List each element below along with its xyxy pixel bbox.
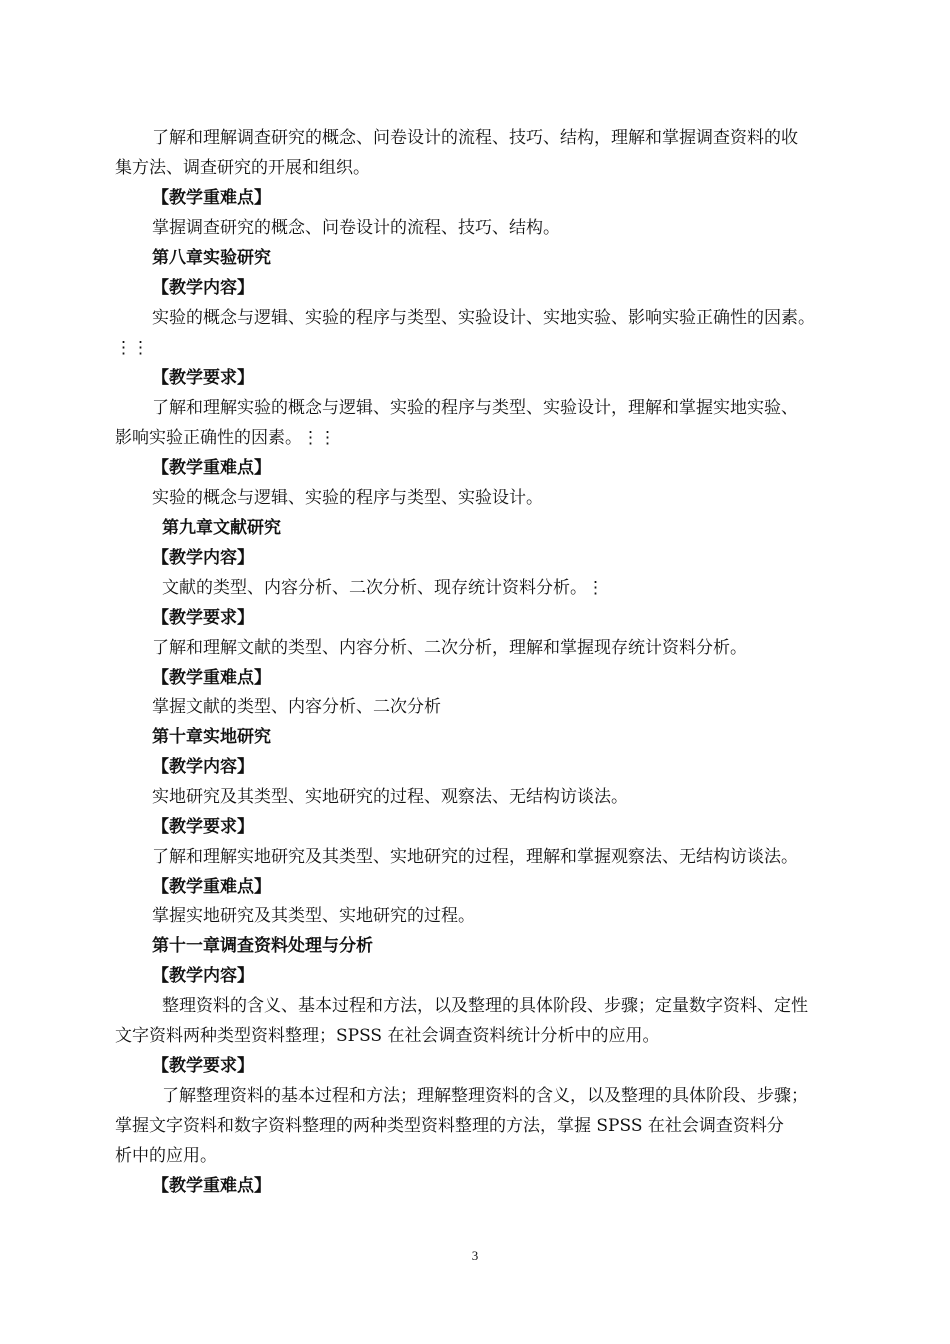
body-text: 了解和理解调查研究的概念、问卷设计的流程、技巧、结构，理解和掌握调查资料的收	[152, 128, 798, 148]
body-text: 了解和理解实验的概念与逻辑、实验的程序与类型、实验设计，理解和掌握实地实验、	[152, 398, 798, 418]
section-label: 【教学重难点】	[152, 458, 271, 478]
body-text: 实验的概念与逻辑、实验的程序与类型、实验设计。	[152, 488, 543, 508]
body-text: 掌握实地研究及其类型、实地研究的过程。	[152, 906, 475, 926]
body-text: 实地研究及其类型、实地研究的过程、观察法、无结构访谈法。	[152, 787, 628, 807]
section-label: 【教学重难点】	[152, 668, 271, 688]
section-label: 【教学重难点】	[152, 877, 271, 897]
section-label: 【教学重难点】	[152, 1176, 271, 1196]
section-label: 【教学重难点】	[152, 188, 271, 208]
section-label: 【教学内容】	[152, 757, 254, 777]
section-label: 【教学内容】	[152, 966, 254, 986]
section-label: 【教学要求】	[152, 1056, 254, 1076]
chapter-heading: 第八章实验研究	[152, 248, 271, 268]
section-label: 【教学内容】	[152, 278, 254, 298]
chapter-heading: 第九章文献研究	[162, 518, 281, 538]
body-text: 析中的应用。	[115, 1146, 217, 1166]
body-text: 掌握文献的类型、内容分析、二次分析	[152, 697, 441, 717]
chapter-heading: 第十一章调查资料处理与分析	[152, 936, 373, 956]
body-text: 了解和理解文献的类型、内容分析、二次分析，理解和掌握现存统计资料分析。	[152, 638, 747, 658]
section-label: 【教学要求】	[152, 368, 254, 388]
section-label: 【教学要求】	[152, 817, 254, 837]
body-text: 了解和理解实地研究及其类型、实地研究的过程，理解和掌握观察法、无结构访谈法。	[152, 847, 798, 867]
body-text: 了解整理资料的基本过程和方法；理解整理资料的含义，以及整理的具体阶段、步骤；	[162, 1086, 808, 1106]
body-text: 掌握调查研究的概念、问卷设计的流程、技巧、结构。	[152, 218, 560, 238]
section-label: 【教学内容】	[152, 548, 254, 568]
body-text: 实验的概念与逻辑、实验的程序与类型、实验设计、实地实验、影响实验正确性的因素。	[152, 308, 815, 328]
chapter-heading: 第十章实地研究	[152, 727, 271, 747]
page-number: 3	[471, 1248, 479, 1263]
body-text: 掌握文字资料和数字资料整理的两种类型资料整理的方法，掌握 SPSS 在社会调查资料分	[115, 1116, 784, 1136]
body-text: 文字资料两种类型资料整理；SPSS 在社会调查资料统计分析中的应用。	[115, 1026, 660, 1046]
body-text: 整理资料的含义、基本过程和方法，以及整理的具体阶段、步骤；定量数字资料、定性	[162, 996, 808, 1016]
body-text: ⋮⋮	[115, 338, 149, 358]
body-text: 文献的类型、内容分析、二次分析、现存统计资料分析。⋮	[162, 578, 604, 598]
body-text: 影响实验正确性的因素。⋮⋮	[115, 428, 336, 448]
section-label: 【教学要求】	[152, 608, 254, 628]
body-text: 集方法、调查研究的开展和组织。	[115, 158, 370, 178]
